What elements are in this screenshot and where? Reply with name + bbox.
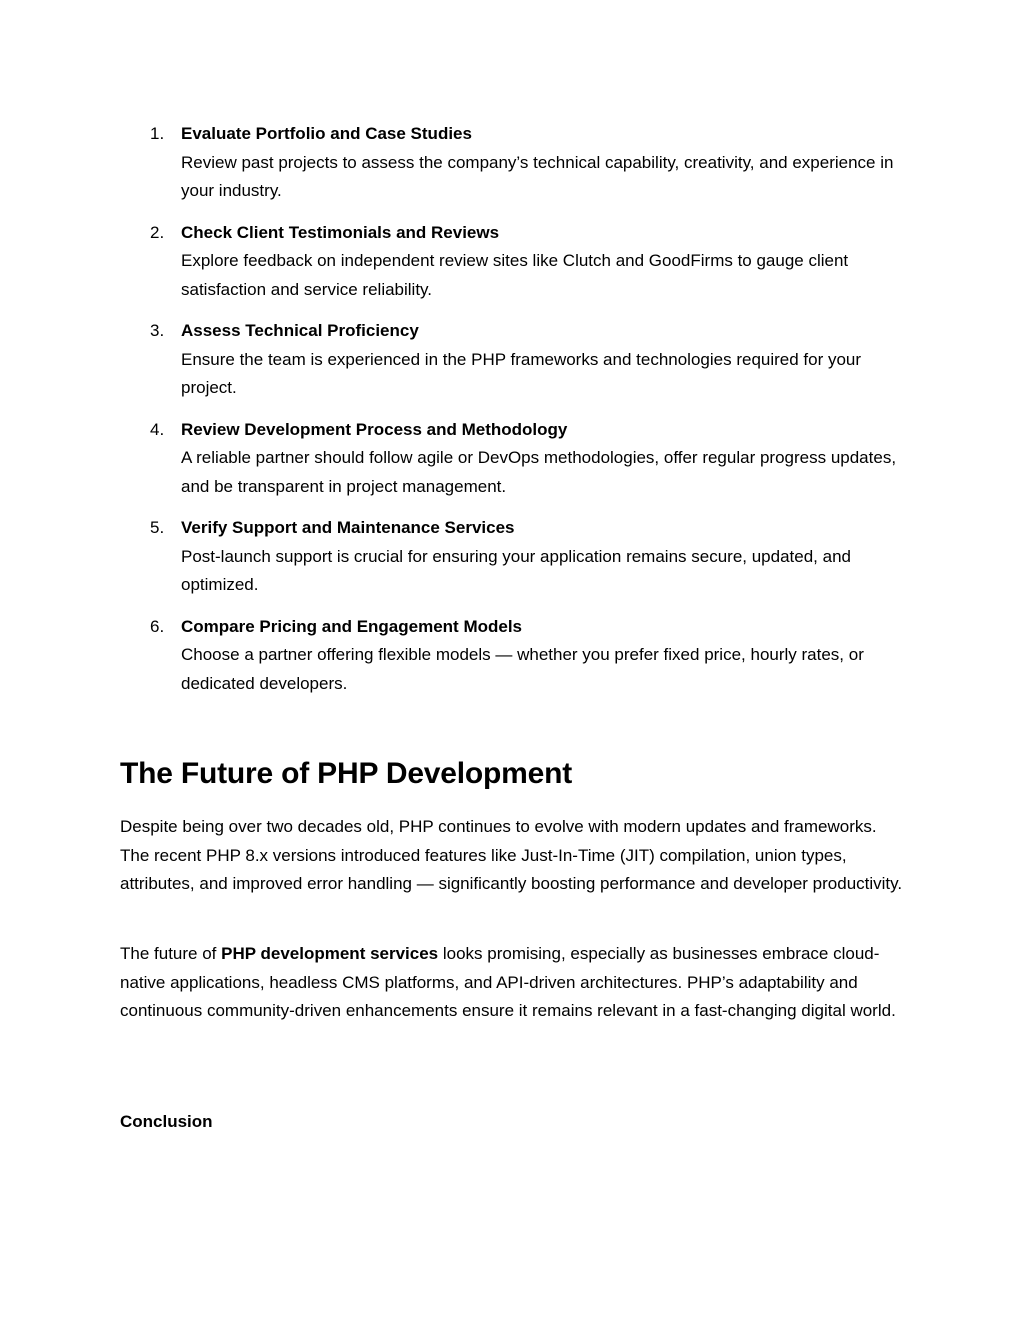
list-item-number: 4. bbox=[150, 419, 165, 439]
list-item-body: Choose a partner offering flexible models — whether you prefer fixed price, hourly rates, or dedicated developers. bbox=[181, 645, 864, 693]
list-item-number: 2. bbox=[150, 222, 165, 242]
list-item bbox=[120, 514, 910, 600]
section-paragraph-1: Despite being over two decades old, PHP continues to evolve with modern updates and frameworks. The recent PHP 8.x versions introduced features like Just-In-Time (JIT) compilation, union types, attributes, and improved error handling — significantly boosting performance and developer productivity. bbox=[120, 817, 903, 893]
list-item-number: 1. bbox=[150, 124, 165, 143]
list-item-heading: Verify Support and Maintenance Services bbox=[181, 518, 515, 537]
list-item-body: A reliable partner should follow agile or DevOps methodologies, offer regular progress updates, and be transparent in project management. bbox=[181, 448, 897, 496]
list-item-body: Explore feedback on independent review sites like Clutch and GoodFirms to gauge client satisfaction and service reliability. bbox=[181, 251, 849, 299]
list-item-heading: Assess Technical Proficiency bbox=[181, 321, 419, 340]
list-item-heading: Check Client Testimonials and Reviews bbox=[181, 222, 500, 242]
list-item-number: 3. bbox=[150, 321, 165, 340]
list-item bbox=[120, 219, 910, 305]
list-item-body: Review past projects to assess the company’s technical capability, creativity, and experience in your industry. bbox=[181, 152, 894, 200]
list-item-heading: Evaluate Portfolio and Case Studies bbox=[181, 124, 472, 143]
list-item bbox=[120, 120, 910, 206]
section-paragraph-2 bbox=[120, 940, 910, 1026]
selection-tips-list bbox=[120, 120, 910, 711]
section-title: The Future of PHP Development bbox=[120, 757, 573, 790]
list-item-body: Ensure the team is experienced in the PHP frameworks and technologies required for your project. bbox=[181, 349, 862, 397]
list-item-body: Post-launch support is crucial for ensuring your application remains secure, updated, and optimized. bbox=[181, 546, 851, 594]
list-item-number: 6. bbox=[150, 616, 165, 636]
conclusion-heading: Conclusion bbox=[120, 1112, 213, 1131]
paragraph-bold-text: PHP development services bbox=[221, 944, 439, 963]
list-item bbox=[120, 416, 910, 502]
list-item bbox=[120, 613, 910, 699]
list-item-heading: Review Development Process and Methodology bbox=[181, 419, 568, 439]
paragraph-text: looks promising, especially as businesses embrace cloud-native applications, headless CMS platforms, and API-driven architectures. PHP’s adaptability and continuous community-driven enhancements ensure it remains relevant in a fast-changing digital world. bbox=[120, 944, 896, 1020]
list-item bbox=[120, 317, 910, 403]
list-item-heading: Compare Pricing and Engagement Models bbox=[181, 616, 523, 636]
paragraph-text: The future of bbox=[120, 944, 222, 963]
list-item-number: 5. bbox=[150, 518, 165, 537]
